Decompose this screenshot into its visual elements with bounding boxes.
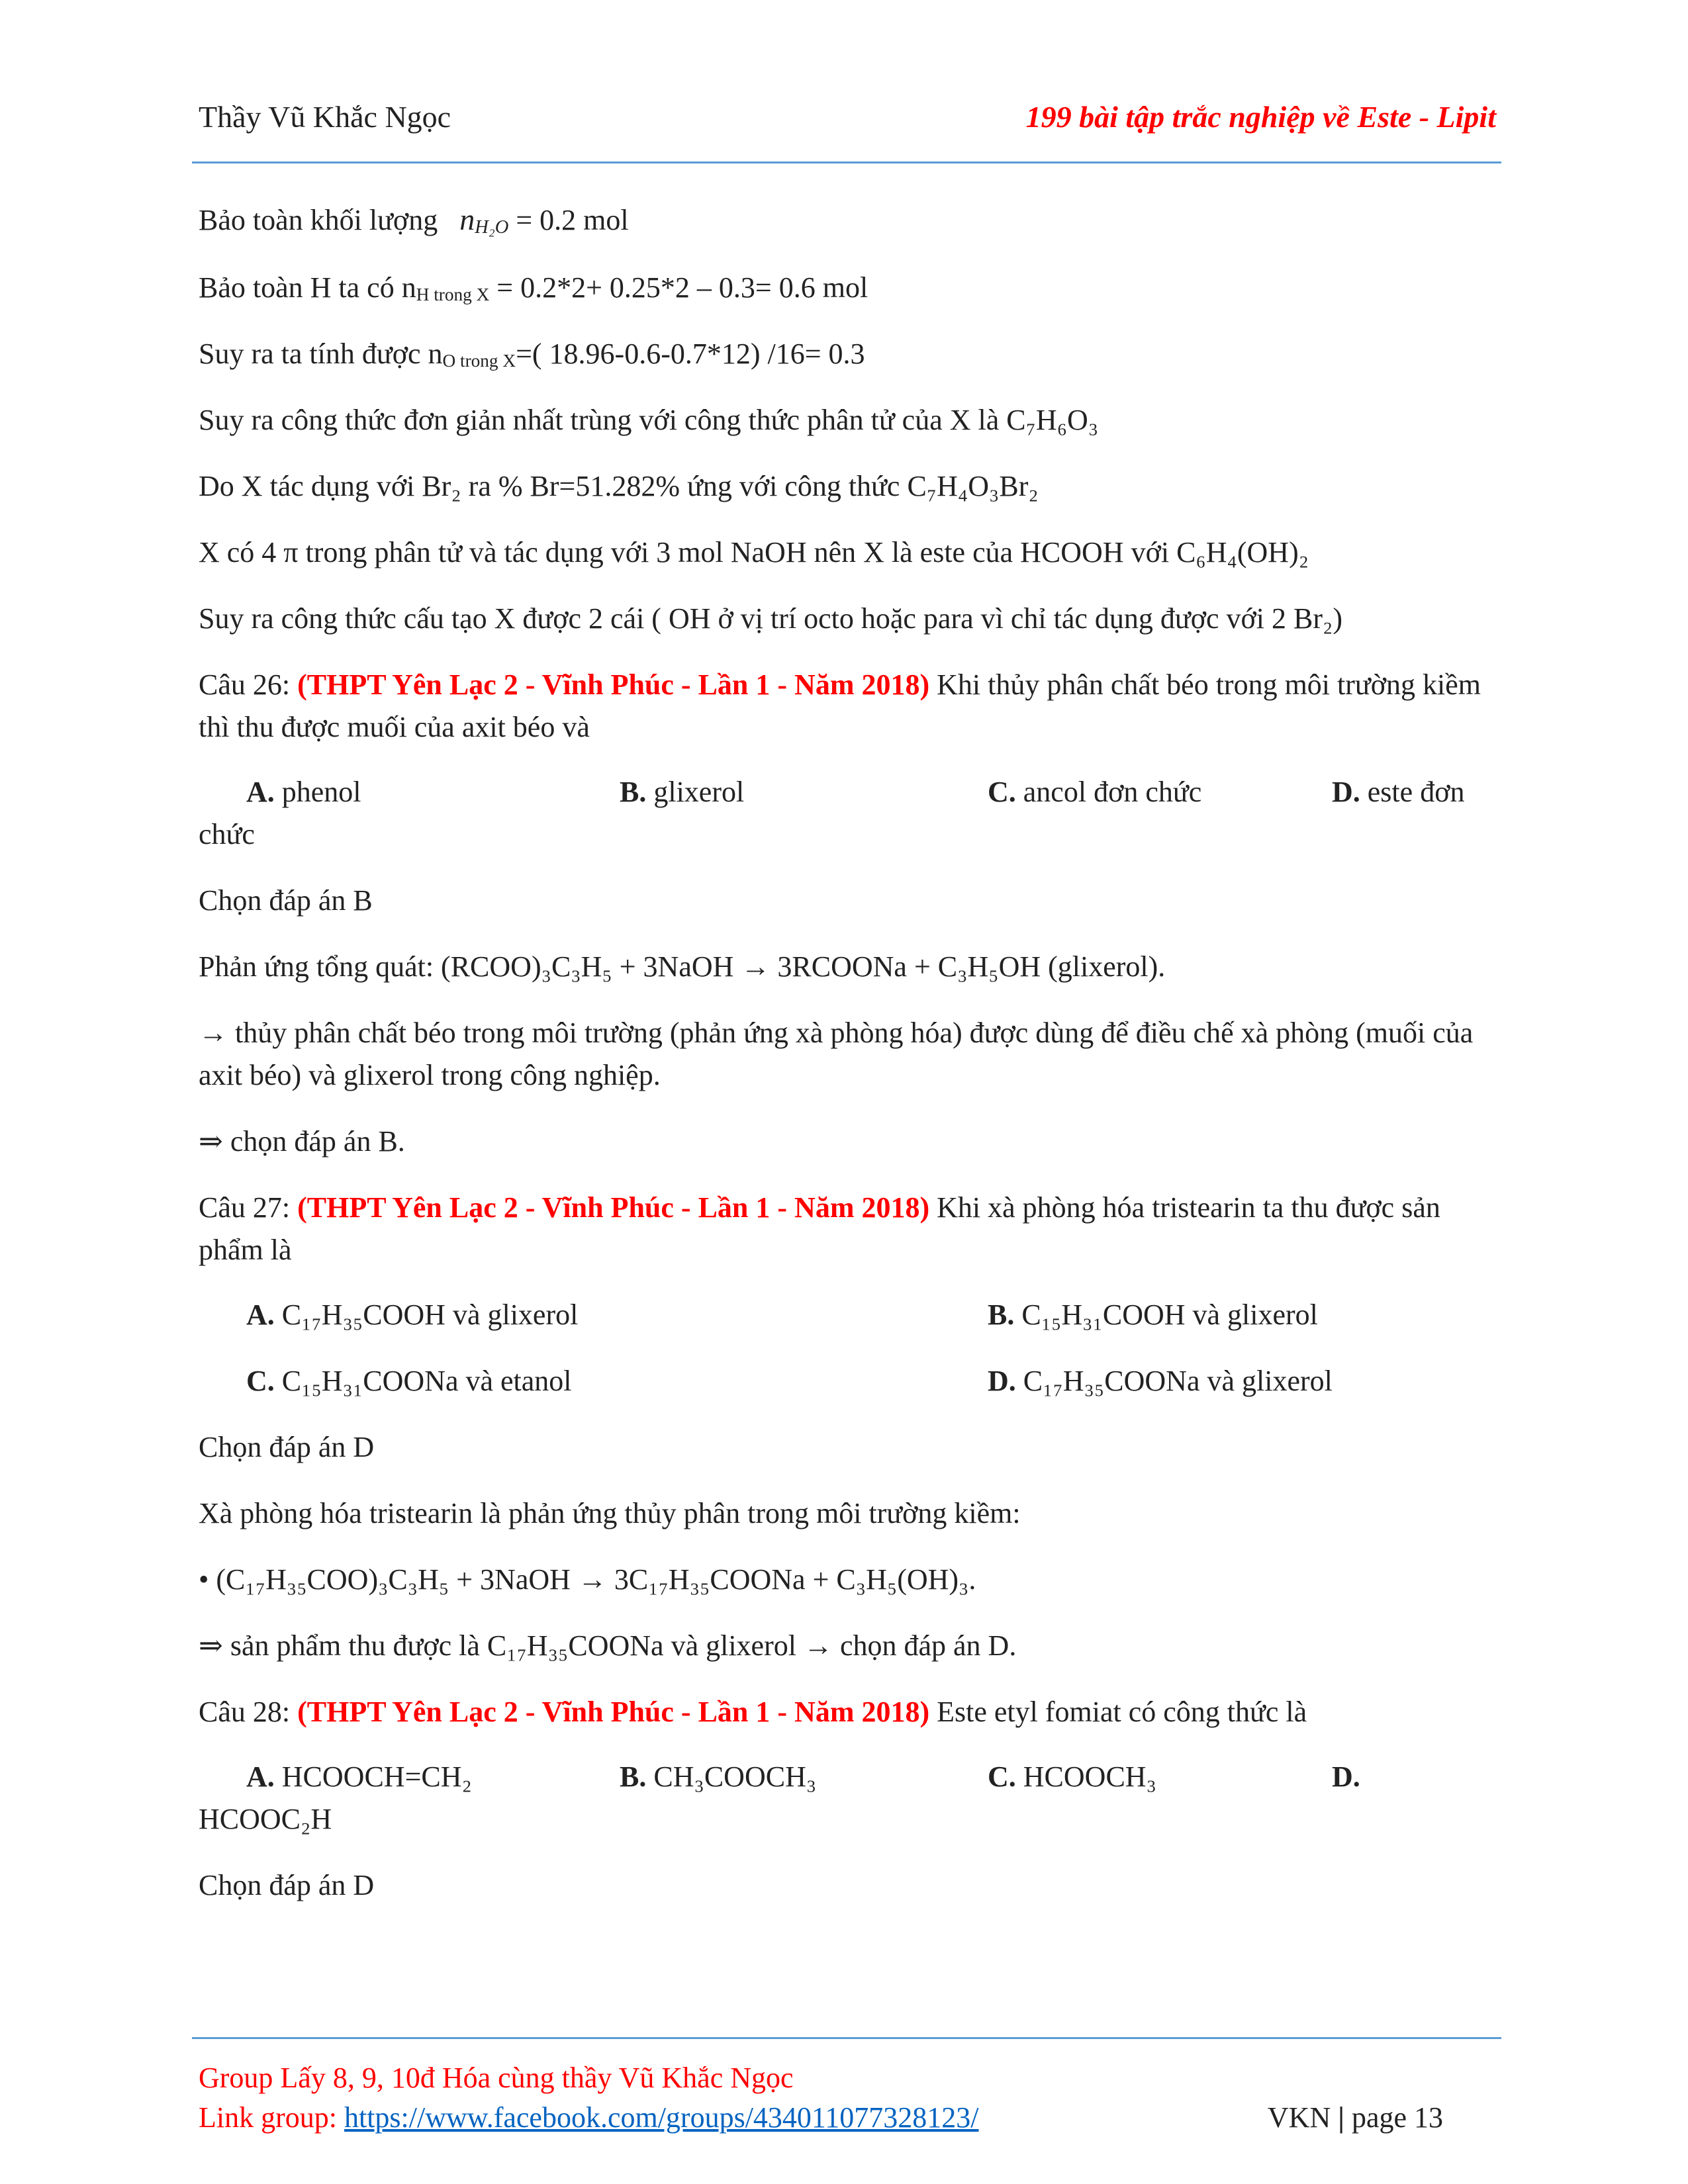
question-26 [199,664,1496,749]
solution-line-pi-bonds: X có 4 π trong phân tử và tác dụng với 3 mol NaOH nên X là este của HCOOH với C₆H₄(OH)₂ [199,536,1309,569]
q28-option-c: C. HCOOCH₃ [988,1760,1156,1793]
q27-option-a: A. C₁₇H₃₅COOH và glixerol [246,1298,579,1331]
solution-line-bromine: Do X tác dụng với Br₂ ra % Br=51.282% ứng với công thức C₇H₄O₃Br₂ [199,470,1039,502]
question-27 [199,1187,1496,1271]
q28-options [199,1756,1496,1798]
q28-option-d: D. [1332,1760,1360,1793]
question-source: (THPT Yên Lạc 2 - Vĩnh Phúc - Lần 1 - Năm 2018) [297,1191,930,1224]
solution-line-mass-balance: Bảo toàn khối lượng $n_{H_2O} = 0.2$ mol [199,203,629,238]
header-divider [192,161,1501,163]
solution-line-formula: Suy ra công thức đơn giản nhất trùng với công thức phân tử của X là C₇H₆O₃ [199,404,1099,436]
solution-line-h-balance: Bảo toàn H ta có $n_{H trong X} = 0.2*2+ 0.25*2 - 0.3= 0.6$ mol [199,271,868,304]
question-label: Câu 26: [199,668,298,701]
q27-answer: Chọn đáp án D [199,1431,375,1463]
question-label: Câu 28: [199,1696,298,1728]
q27-option-d: D. C₁₇H₃₅COONa và glixerol [988,1365,1333,1397]
q26-options [199,771,1496,813]
q26-answer: Chọn đáp án B [199,884,373,917]
solution-line-o-moles: Suy ra ta tính được $n_{O trong X}=$( 18.96-0.6-0.7*12) /16= 0.3 [199,338,865,371]
question-stem: Este etyl fomiat có công thức là [929,1696,1307,1728]
header-title: 199 bài tập trắc nghiệp về Este - Lipit [1025,100,1496,134]
q27-options-row-2 [199,1360,1496,1402]
q27-option-c: C. C₁₅H₃₁COONa và etanol [246,1365,572,1397]
q27-explanation-2: • (C₁₇H₃₅COO)₃C₃H₅ + 3NaOH → 3C₁₇H₃₅COONa + C₃H₅(OH)₃. [199,1563,976,1596]
q27-explanation-3: ⇒ sản phẩm thu được là C₁₇H₃₅COONa và glixerol → chọn đáp án D. [199,1629,1017,1662]
question-stem: Khi thủy phân chất béo trong môi trường kiềm thì thu được muối của axit béo và [199,668,1481,743]
q26-option-a: A. phenol [246,776,361,808]
q28-option-d-wrap: HCOOC₂H [199,1803,332,1835]
q26-explanation-3: ⇒ chọn đáp án B. [199,1125,405,1158]
q27-options-row-1 [199,1294,1496,1336]
q26-explanation-2: → thủy phân chất béo trong môi trường (phản ứng xà phòng hóa) được dùng để điều chế xà phòng (muối của axit béo) và glixerol trong công nghiệp. [199,1017,1474,1091]
q26-option-d-wrap: chức [199,818,255,850]
q28-answer: Chọn đáp án D [199,1869,375,1901]
footer-divider [192,2037,1501,2039]
question-source: (THPT Yên Lạc 2 - Vĩnh Phúc - Lần 1 - Năm 2018) [297,1696,930,1728]
q26-explanation-1: Phản ứng tổng quát: (RCOO)₃C₃H₅ + 3NaOH → 3RCOONa + C₃H₅OH (glixerol). [199,950,1166,983]
q27-explanation-1: Xà phòng hóa tristearin là phản ứng thủy phân trong môi trường kiềm: [199,1497,1021,1529]
group-link[interactable]: https://www.facebook.com/groups/434011077328123/ [344,2101,979,2134]
header-author: Thầy Vũ Khắc Ngọc [199,100,451,134]
q26-option-b: B. glixerol [620,776,745,808]
mole-symbol: $n_{H_2O}$ [459,203,509,238]
page-header [199,99,1496,146]
q27-option-b: B. C₁₅H₃₁COOH và glixerol [988,1298,1318,1331]
question-stem: Khi xà phòng hóa tristearin ta thu được sản phẩm là [199,1191,1440,1266]
question-label: Câu 27: [199,1191,298,1224]
q26-option-c: C. ancol đơn chức [988,776,1202,808]
q28-option-b: B. CH₃COOCH₃ [620,1760,817,1793]
solution-line-structure: Suy ra công thức cấu tạo X được 2 cái ( OH ở vị trí octo hoặc para vì chỉ tác dụng được với 2 Br₂) [199,602,1343,635]
footer-group-name: Group Lấy 8, 9, 10đ Hóa cùng thầy Vũ Khắc Ngọc [199,2062,794,2094]
document-body [199,199,1496,1931]
question-source: (THPT Yên Lạc 2 - Vĩnh Phúc - Lần 1 - Năm 2018) [297,668,930,701]
q28-option-a: A. HCOOCH=CH₂ [246,1760,472,1793]
question-28 [199,1691,1496,1733]
footer-link-line: Link group: https://www.facebook.com/groups/434011077328123/ [199,2101,979,2134]
page-number: VKN | page 13 [1267,2101,1443,2134]
q26-option-d: D. este đơn [1332,776,1465,808]
